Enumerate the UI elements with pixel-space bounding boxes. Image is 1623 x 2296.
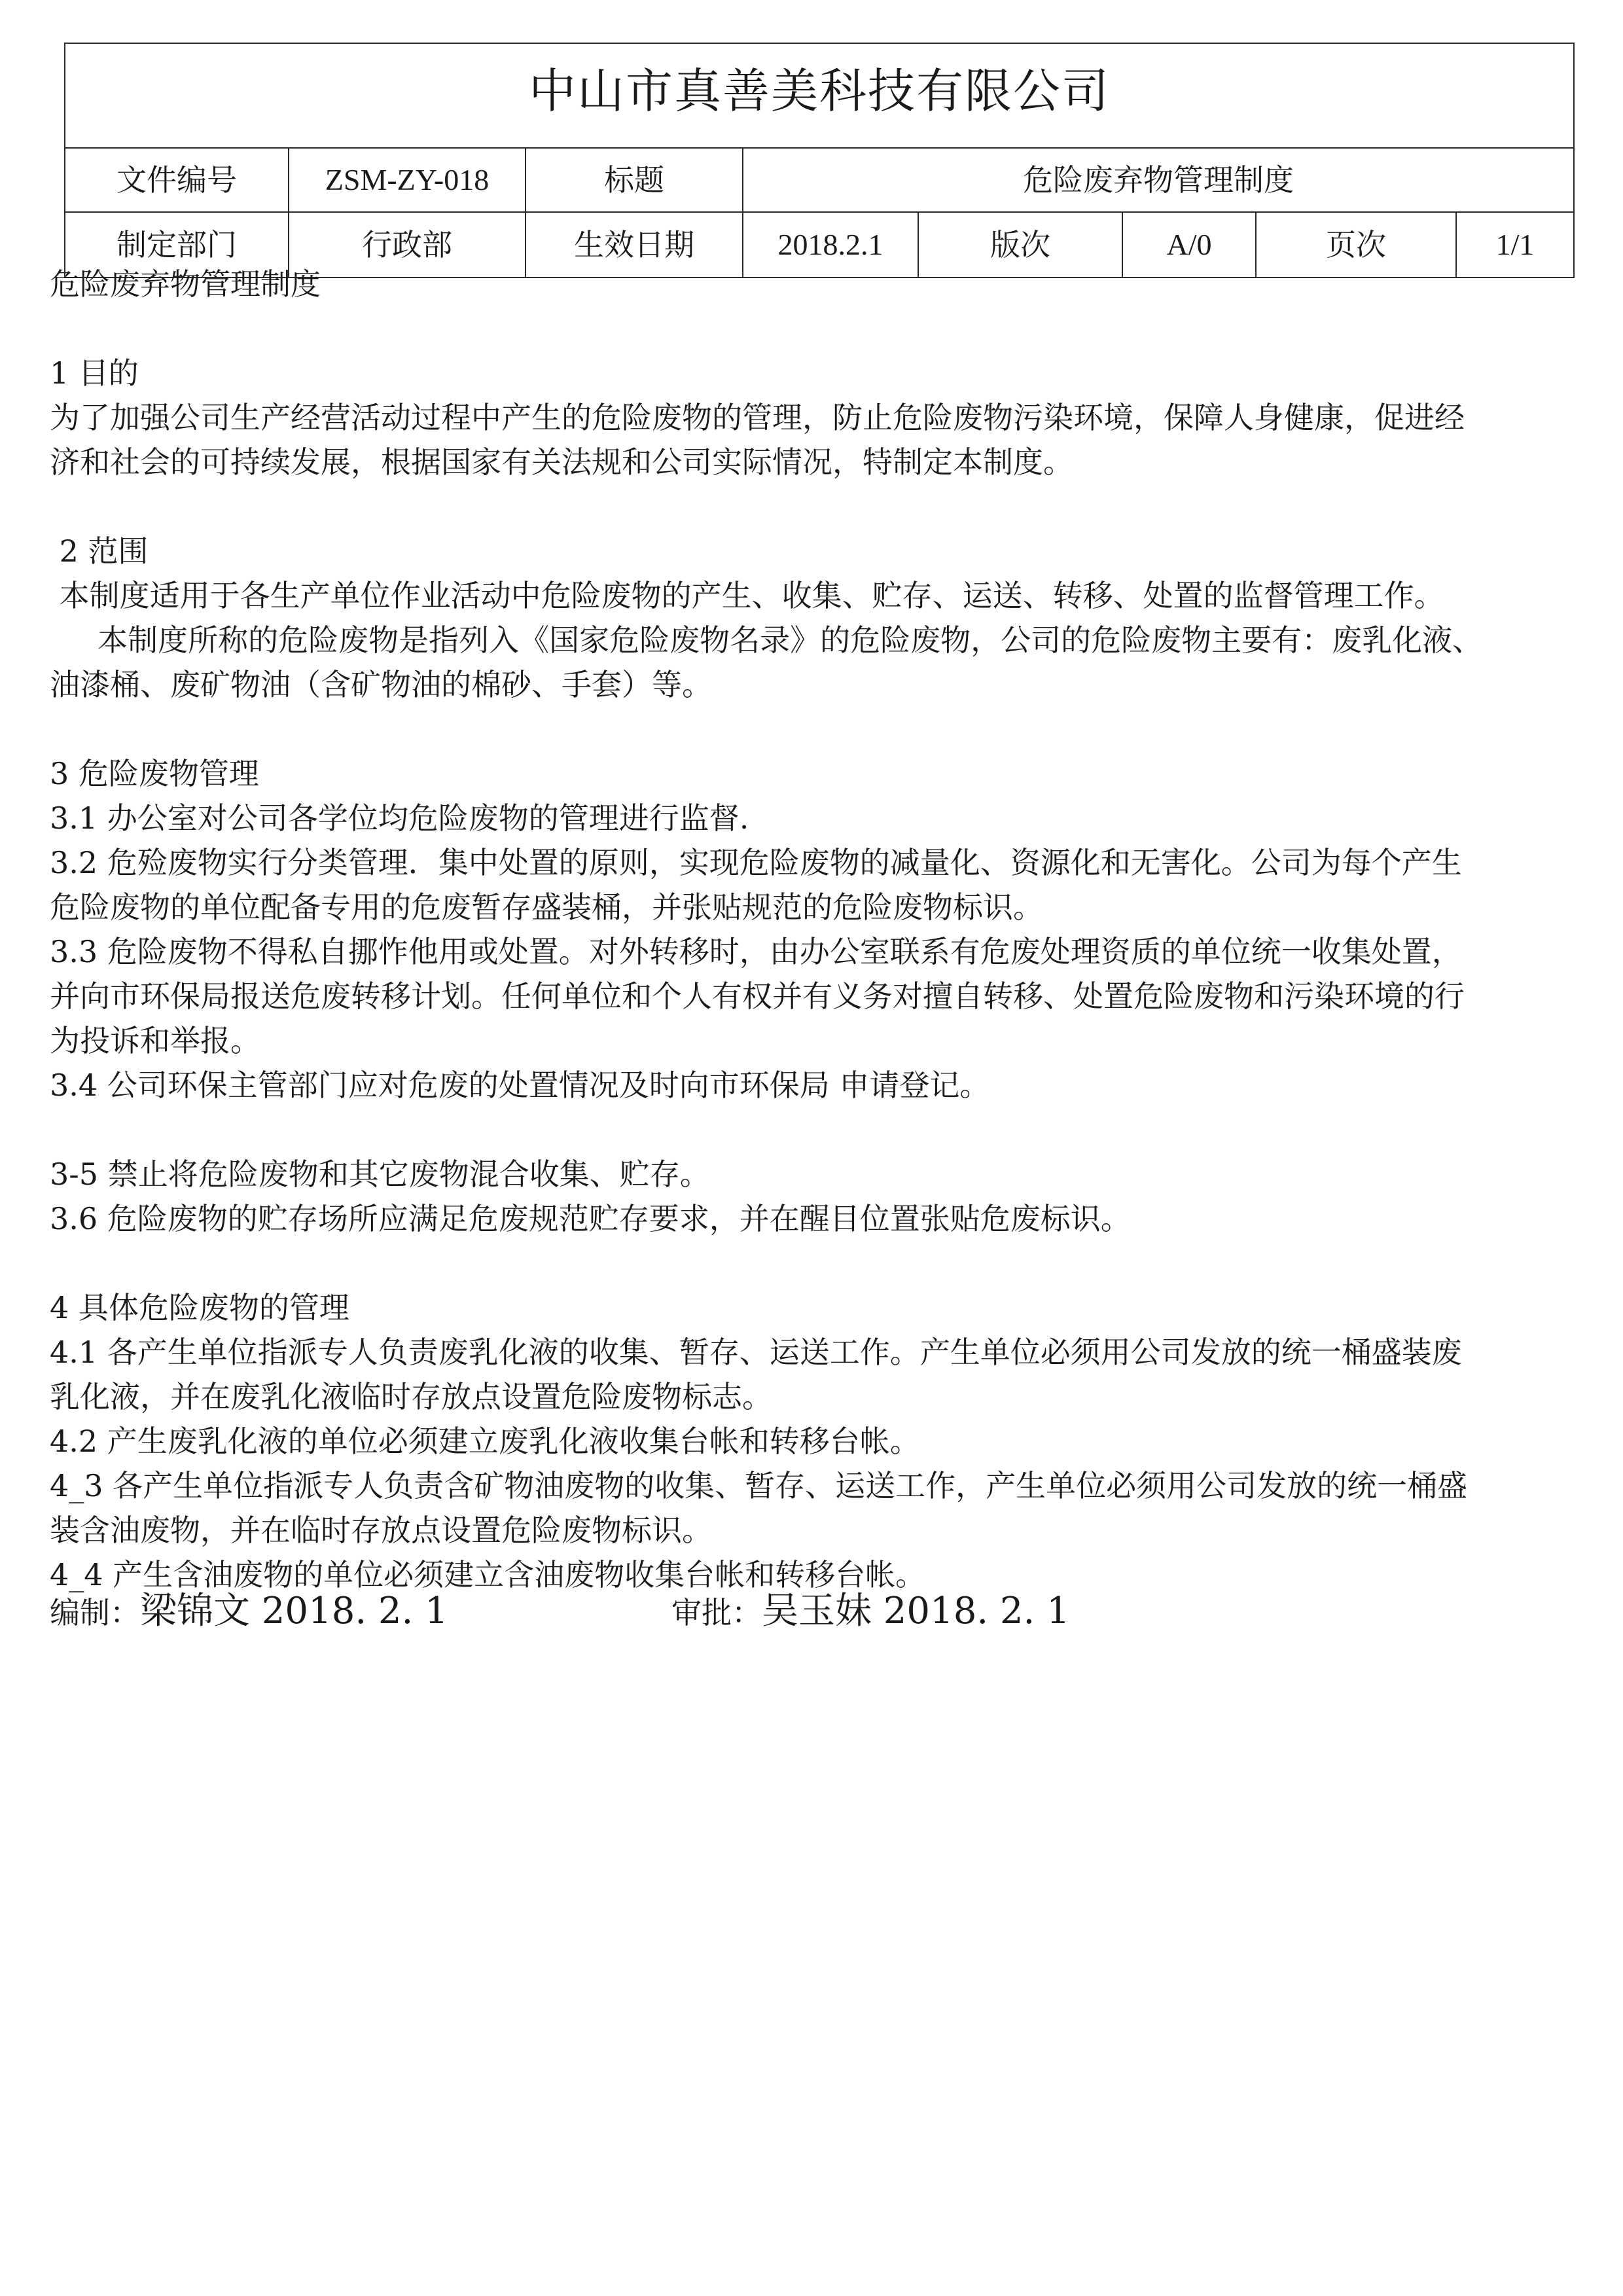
paragraph-line: 济和社会的可持续发展，根据国家有关法规和公司实际情况，特制定本制度。 [50,444,1073,480]
paragraph-line: 本制度所称的危险废物是指列入《国家危险废物名录》的危险废物，公司的危险废物主要有：废乳化液、 [50,622,1483,658]
paragraph-line: 4_4 产生含油废物的单位必须建立含油废物收集台帐和转移台帐。 [50,1557,926,1592]
paragraph-line: 3.4 公司环保主管部门应对危废的处置情况及时向市环保局 申请登记。 [50,1067,990,1103]
document-body [50,262,1581,1597]
paragraph-line: 3-5 禁止将危险废物和其它废物混合收集、贮存。 [50,1157,710,1192]
dept-label: 制定部门 [65,212,289,278]
prepared-by [50,1589,448,1635]
effective-date-value: 2018.2.1 [743,212,918,278]
header-table [64,43,1575,278]
paragraph-line: 3.2 危殓废物实行分类管理．集中处置的原则，实现危险废物的减量化、资源化和无害化。公司为每个产生 [50,845,1462,880]
title-value: 危险废弃物管理制度 [743,148,1574,212]
approved-label: 审批： [671,1595,762,1630]
paragraph-line: 油漆桶、废矿物油（含矿物油的棉砂、手套）等。 [50,667,712,702]
paragraph-line: 并向市环保局报送危废转移计划。任何单位和个人有权并有义务对擅自转移、处置危险废物和污染环境的行 [50,978,1465,1014]
paragraph-line: 为了加强公司生产经营活动过程中产生的危险废物的管理，防止危险废物污染环境，保障人身健康，促进经 [50,400,1465,435]
paragraph-line: 3.1 办公室对公司各学位均危险废物的管理进行监督. [50,800,749,836]
version-value: A/0 [1122,212,1256,278]
effective-date-label: 生效日期 [526,212,743,278]
section-heading: 4 具体危险废物的管理 [50,1290,349,1325]
title-label: 标题 [526,148,743,212]
company-name: 中山市真善美科技有限公司 [65,43,1574,148]
document-title: 危险废弃物管理制度 [50,266,321,302]
prepared-value: 梁锦文 2018. 2. 1 [140,1590,448,1632]
page-value: 1/1 [1456,212,1574,278]
paragraph-line: 为投诉和举报。 [50,1023,260,1058]
prepared-label: 编制： [50,1595,140,1630]
approved-value: 吴玉妹 2018. 2. 1 [762,1590,1070,1632]
paragraph-line: 3.6 危险废物的贮存场所应满足危废规范贮存要求，并在醒目位置张贴危废标识。 [50,1201,1131,1236]
paragraph-line: 4_3 各产生单位指派专人负责含矿物油废物的收集、暂存、运送工作，产生单位必须用公司发放的统一桶盛 [50,1468,1468,1503]
paragraph-line: 3.3 危险废物不得私自挪怍他用或处置。对外转移时，由办公室联系有危废处理资质的单位统一收集处置， [50,934,1462,969]
paragraph-line: 危险废物的单位配备专用的危废暂存盛装桶，并张贴规范的危险废物标识。 [50,889,1043,925]
doc-no-label: 文件编号 [65,148,289,212]
paragraph-line: 装含油废物，并在临时存放点设置危险废物标识。 [50,1513,712,1548]
paragraph-line: 4.2 产生废乳化液的单位必须建立废乳化液收集台帐和转移台帐。 [50,1424,920,1459]
section-heading: 2 范围 [50,533,149,569]
paragraph-line: 4.1 各产生单位指派专人负责废乳化液的收集、暂存、运送工作。产生单位必须用公司发放的统一桶盛装废 [50,1335,1462,1370]
version-label: 版次 [918,212,1122,278]
paragraph-line: 乳化液，并在废乳化液临时存放点设置危险废物标志。 [50,1379,772,1414]
section-heading: 1 目的 [50,355,139,391]
page-label: 页次 [1256,212,1456,278]
dept-value: 行政部 [289,212,526,278]
doc-no-value: ZSM-ZY-018 [289,148,526,212]
section-heading: 3 危险废物管理 [50,756,259,791]
approved-by [671,1589,1070,1635]
paragraph-line: 本制度适用于各生产单位作业活动中危险废物的产生、收集、贮存、运送、转移、处置的监督管理工作。 [50,578,1444,613]
